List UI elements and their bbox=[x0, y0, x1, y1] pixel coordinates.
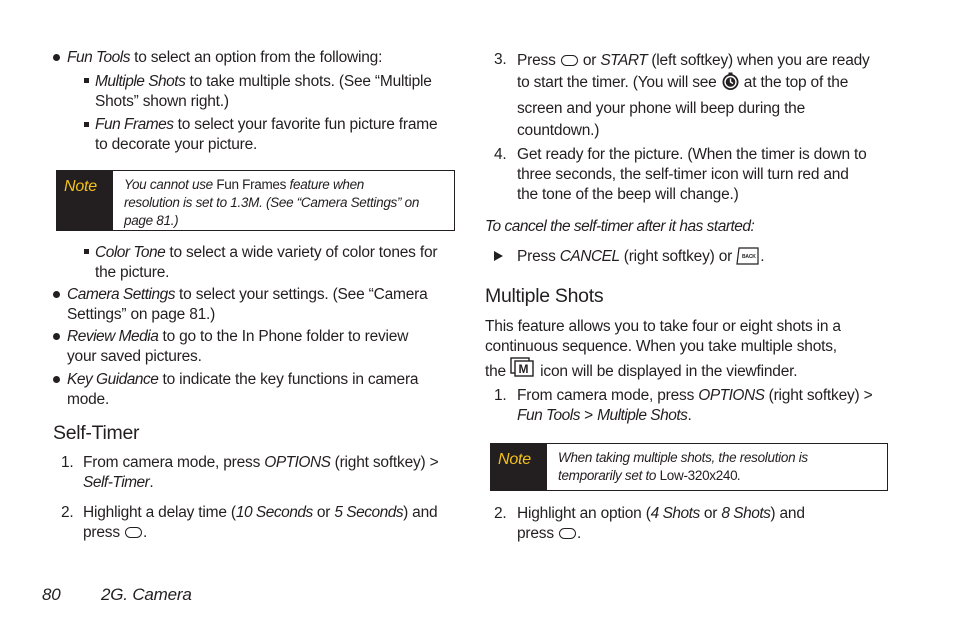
bullet-icon bbox=[53, 54, 60, 61]
multiple-shots-icon bbox=[510, 357, 536, 386]
arrow-bullet-icon bbox=[494, 251, 503, 261]
item-multiple-shots bbox=[95, 72, 432, 112]
multiple-shots-heading: Multiple Shots bbox=[485, 285, 604, 307]
step-number: 1. bbox=[61, 454, 74, 471]
self-timer-step-3: Press or START (left softkey) when you are ready to start the timer. (You will see at the top of the screen and your phone will beep during the countdown.) bbox=[517, 52, 870, 139]
note-label: Note bbox=[57, 171, 113, 230]
desc: to select your settings. (See “Camera bbox=[174, 286, 428, 303]
square-bullet-icon bbox=[84, 122, 89, 127]
desc-cont: your saved pictures. bbox=[67, 348, 202, 365]
term: Camera Settings bbox=[67, 286, 175, 303]
back-key-label: BACK bbox=[742, 254, 756, 260]
term: Fun Tools bbox=[67, 49, 130, 66]
item-key-guidance bbox=[67, 370, 418, 410]
item-fun-tools bbox=[67, 48, 382, 68]
term: Review Media bbox=[67, 328, 159, 345]
cancel-heading: To cancel the self-timer after it has started: bbox=[485, 218, 755, 235]
bullet-icon bbox=[53, 333, 60, 340]
item-review-media bbox=[67, 327, 408, 367]
step-number: 2. bbox=[61, 504, 74, 521]
ok-key-icon bbox=[561, 55, 578, 66]
desc: to select your favorite fun picture frame bbox=[173, 116, 438, 133]
multiple-shots-step-2: Highlight an option (4 Shots or 8 Shots) and press . bbox=[517, 505, 805, 542]
ok-key-icon bbox=[559, 528, 576, 539]
self-timer-step-1: From camera mode, press OPTIONS (right softkey) > Self-Timer. bbox=[83, 454, 439, 491]
multiple-shots-icon-letter: M bbox=[518, 362, 529, 376]
section-title: 2G. Camera bbox=[101, 585, 192, 604]
term: Fun Frames bbox=[95, 116, 174, 133]
step-number: 2. bbox=[494, 505, 507, 522]
note-box bbox=[56, 170, 455, 231]
page-number: 80 bbox=[42, 585, 61, 604]
self-timer-step-2: Highlight a delay time (10 Seconds or 5 Seconds) and press . bbox=[83, 504, 438, 541]
term: Multiple Shots bbox=[95, 73, 186, 90]
note-text: You cannot use Fun Frames feature when resolution is set to 1.3M. (See “Camera Settings” on page 81.) bbox=[124, 177, 420, 228]
desc: to take multiple shots. (See “Multiple bbox=[185, 73, 432, 90]
desc-cont: the picture. bbox=[95, 264, 170, 281]
multiple-shots-step-1: From camera mode, press OPTIONS (right softkey) > Fun Tools > Multiple Shots. bbox=[517, 387, 873, 424]
bullet-icon bbox=[53, 376, 60, 383]
note-text: When taking multiple shots, the resolution is temporarily set to Low-320x240. bbox=[558, 450, 808, 483]
desc: to go to the In Phone folder to review bbox=[158, 328, 409, 345]
ok-key-icon bbox=[125, 527, 142, 538]
step-number: 1. bbox=[494, 387, 507, 404]
self-timer-icon bbox=[721, 72, 740, 98]
desc-cont: mode. bbox=[67, 391, 110, 408]
desc-cont: to decorate your picture. bbox=[95, 136, 258, 153]
back-key-icon bbox=[736, 246, 760, 271]
item-camera-settings bbox=[67, 285, 428, 325]
desc-cont: Shots” shown right.) bbox=[95, 93, 229, 110]
item-color-tone bbox=[95, 243, 437, 283]
step-number: 3. bbox=[494, 51, 507, 68]
desc: to indicate the key functions in camera bbox=[158, 371, 419, 388]
step-number: 4. bbox=[494, 146, 507, 163]
desc-cont: Settings” on page 81.) bbox=[67, 306, 216, 323]
desc: to select a wide variety of color tones for bbox=[165, 244, 438, 261]
bullet-icon bbox=[53, 291, 60, 298]
square-bullet-icon bbox=[84, 78, 89, 83]
cancel-step: Press CANCEL (right softkey) or BACK . bbox=[517, 246, 764, 271]
square-bullet-icon bbox=[84, 249, 89, 254]
desc: to select an option from the following: bbox=[130, 49, 383, 66]
note-box bbox=[490, 443, 888, 491]
note-label: Note bbox=[491, 444, 547, 490]
term: Color Tone bbox=[95, 244, 166, 261]
self-timer-step-4: Get ready for the picture. (When the timer is down to three seconds, the self-timer icon will turn red and the tone of the beep will change.) bbox=[517, 146, 867, 203]
self-timer-heading: Self-Timer bbox=[53, 422, 140, 444]
item-fun-frames bbox=[95, 115, 437, 155]
term: Key Guidance bbox=[67, 371, 159, 388]
multiple-shots-paragraph: This feature allows you to take four or eight shots in a continuous sequence. When you take multiple shots, the M icon will be displayed in the viewfinder. bbox=[485, 317, 841, 386]
